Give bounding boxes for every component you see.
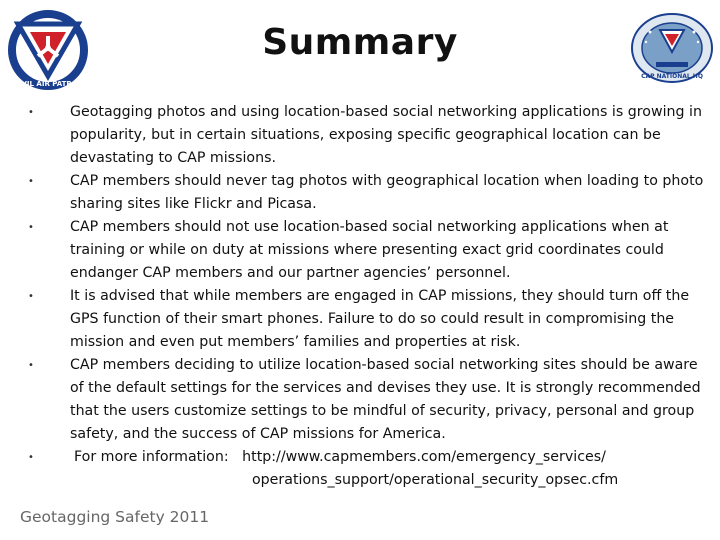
bullet-item-more-info	[28, 446, 708, 492]
bullet-dot-icon: •	[28, 360, 34, 371]
bullet-text: CAP members should never tag photos with geographical location when loading to photo sharing sites like Flickr and Picasa.	[70, 173, 704, 212]
bullet-dot-icon: •	[28, 291, 34, 302]
bullet-item	[28, 101, 708, 170]
bullet-item	[28, 216, 708, 285]
bullet-text: CAP members deciding to utilize location-based social networking sites should be aware of the default settings for the services and devises they use. It is strongly recommended that the users customize settings to be mindful of security, privacy, personal and group safety, and the success of CAP missions for America.	[70, 357, 701, 442]
summary-bullet-list	[28, 101, 708, 492]
bullet-dot-icon: •	[28, 107, 34, 118]
svg-text:CAP NATIONAL HQ: CAP NATIONAL HQ	[641, 73, 703, 80]
svg-text:CIVIL AIR PATROL: CIVIL AIR PATROL	[13, 80, 83, 88]
slide-title: Summary	[262, 22, 458, 63]
more-info-link-continued[interactable]: operations_support/operational_security_opsec.cfm	[252, 472, 619, 488]
bullet-text: It is advised that while members are engaged in CAP missions, they should turn off the GPS function of their smart phones. Failure to do so could result in compromising the mission and even put members’ families and properties at risk.	[70, 288, 690, 350]
bullet-item	[28, 285, 708, 354]
more-info-link[interactable]: http://www.capmembers.com/emergency_services/	[242, 449, 606, 465]
bullet-dot-icon: •	[28, 452, 34, 463]
bullet-item	[28, 354, 708, 446]
more-info-label: For more information:	[74, 449, 229, 465]
bullet-text: Geotagging photos and using location-based social networking applications is growing in popularity, but in certain situations, exposing specific geographical location can be devastating to CAP missions.	[70, 104, 702, 166]
bullet-dot-icon: •	[28, 176, 34, 187]
bullet-dot-icon: •	[28, 222, 34, 233]
bullet-item	[28, 170, 708, 216]
bullet-text: CAP members should not use location-based social networking applications when at training or while on duty at missions where presenting exact grid coordinates could endanger CAP members and our partner agencies’ personnel.	[70, 219, 669, 281]
slide-footer: Geotagging Safety 2011	[20, 508, 210, 526]
